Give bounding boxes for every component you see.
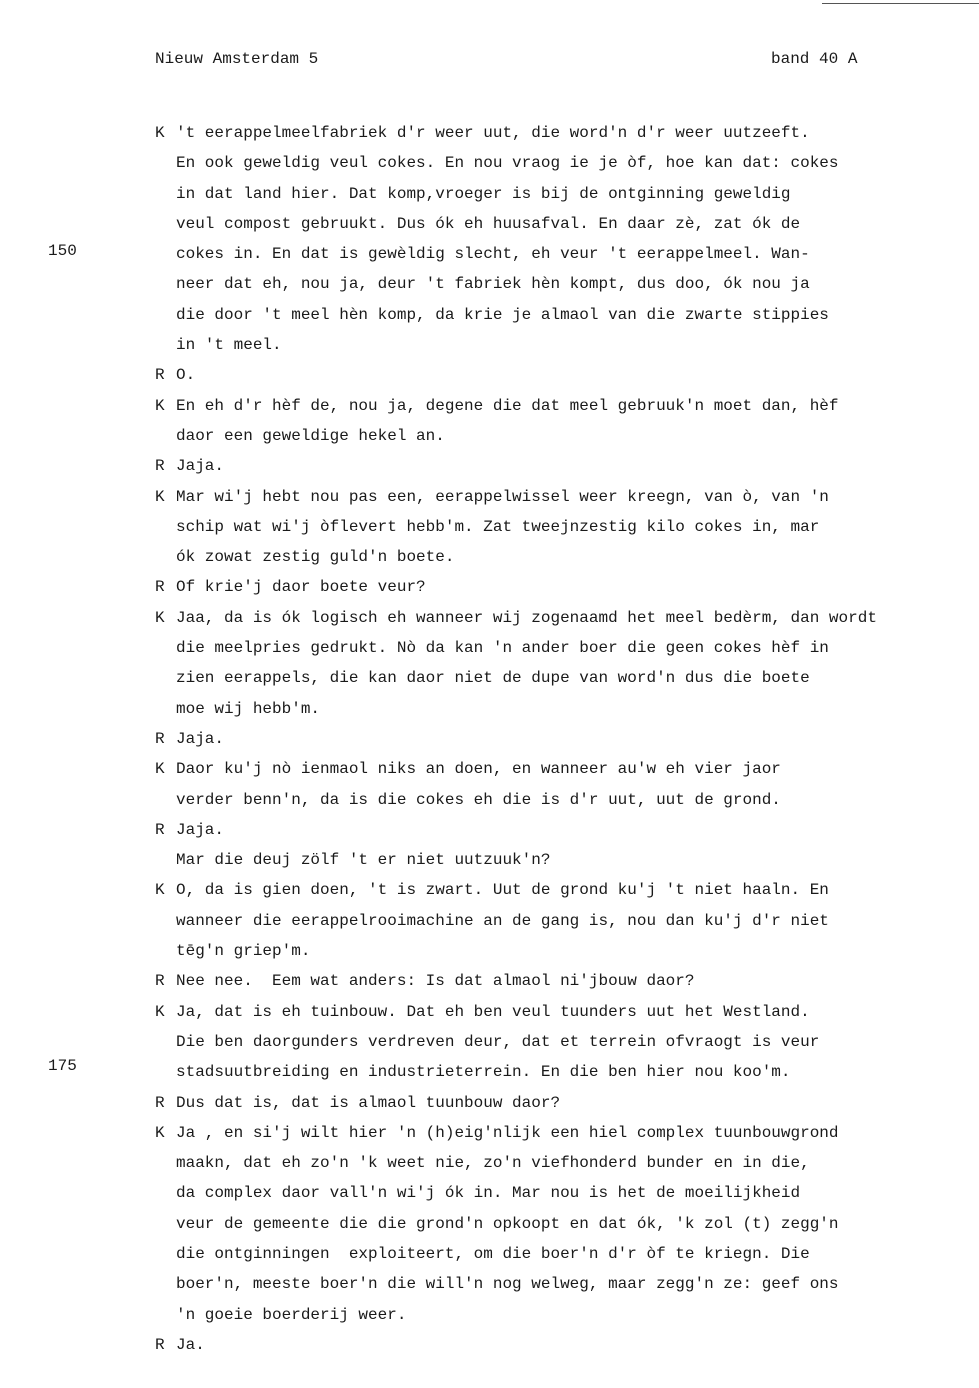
speaker-turn (155, 815, 970, 876)
transcript-line: Nee nee. Eem wat anders: Is dat almaol ni'jbouw daor? (176, 972, 695, 991)
transcript-line: Die ben daorgunders verdreven deur, dat et terrein ofvraogt is veur (176, 1032, 820, 1051)
header-title: Nieuw Amsterdam 5 (155, 50, 319, 68)
transcript-line: Jaja. (176, 729, 225, 748)
speaker-label: R (155, 972, 165, 991)
transcript-line: O, da is gien doen, 't is zwart. Uut de grond ku'j 't niet haaln. En (176, 881, 829, 900)
speaker-turn (155, 1118, 970, 1330)
transcript-line: die ontginningen exploiteert, om die boer'n d'r òf te kriegn. Die (176, 1244, 810, 1263)
transcript-line: veur de gemeente die die grond'n opkoopt en dat ók, 'k zol (t) zegg'n (176, 1214, 839, 1233)
transcript-line: veul compost gebruukt. Dus ók eh huusafval. En daar zè, zat ók de (176, 214, 801, 233)
transcript-line: verder benn'n, da is die cokes eh die is d'r uut, uut de grond. (176, 790, 781, 809)
speaker-turn (155, 724, 970, 754)
speaker-label: R (155, 578, 165, 597)
transcript-line: En ook geweldig veul cokes. En nou vraog ie je òf, hoe kan dat: cokes (176, 154, 839, 173)
transcript-line: wanneer die eerappelrooimachine an de gang is, nou dan ku'j d'r niet (176, 911, 829, 930)
speaker-turn (155, 966, 970, 996)
transcript-line: boer'n, meeste boer'n die will'n nog welweg, maar zegg'n ze: geef ons (176, 1275, 839, 1294)
speaker-turn (155, 875, 970, 966)
transcript-line: Ja, dat is eh tuinbouw. Dat eh ben veul tuunders uut het Westland. (176, 1002, 810, 1021)
transcript-line: in 't meel. (176, 336, 282, 355)
transcript-line: tēg'n griep'm. (176, 942, 311, 961)
transcript-line: in dat land hier. Dat komp,vroeger is bij de ontginning geweldig (176, 184, 791, 203)
margin-line-number: 150 (48, 242, 77, 260)
transcript-line: cokes in. En dat is gewèldig slecht, eh veur 't eerappelmeel. Wan- (176, 245, 810, 264)
header-tape: band 40 A (771, 50, 858, 68)
speaker-label: R (155, 820, 165, 839)
speaker-turn (155, 391, 970, 452)
transcript-line: schip wat wi'j òflevert hebb'm. Zat tweejnzestig kilo cokes in, mar (176, 517, 820, 536)
transcript-line: Ja , en si'j wilt hier 'n (h)eig'nlijk een hiel complex tuunbouwgrond (176, 1123, 839, 1142)
transcript-line: Dus dat is, dat is almaol tuunbouw daor? (176, 1093, 561, 1112)
speaker-turn (155, 451, 970, 481)
speaker-turn (155, 754, 970, 815)
speaker-turn (155, 482, 970, 573)
transcript-line: 't eerappelmeelfabriek d'r weer uut, die word'n d'r weer uutzeeft. (176, 124, 810, 142)
transcript-line: die meelpries gedrukt. Nò da kan 'n ander boer die geen cokes hèf in (176, 639, 829, 658)
speaker-turn (155, 118, 970, 360)
speaker-label: K (155, 487, 165, 506)
transcript-body (155, 118, 970, 1360)
speaker-label: K (155, 1123, 165, 1142)
speaker-label: K (155, 608, 165, 627)
transcript-line: En eh d'r hèf de, nou ja, degene die dat meel gebruuk'n moet dan, hèf (176, 396, 839, 415)
transcript-line: Mar die deuj zölf 't er niet uutzuuk'n? (176, 851, 551, 870)
speaker-turn (155, 1330, 970, 1360)
transcript-line: 'n goeie boerderij weer. (176, 1305, 407, 1324)
transcript-line: neer dat eh, nou ja, deur 't fabriek hèn kompt, dus doo, ók nou ja (176, 275, 810, 294)
speaker-turn (155, 572, 970, 602)
transcript-line: daor een geweldige hekel an. (176, 426, 445, 445)
transcript-line: zien eerappels, die kan daor niet de dupe van word'n dus die boete (176, 669, 810, 688)
transcript-line: stadsuutbreiding en industrieterrein. En die ben hier nou koo'm. (176, 1063, 791, 1082)
transcript-line: Jaja. (176, 457, 225, 476)
transcript-line: Jaja. (176, 820, 225, 839)
margin-line-number: 175 (48, 1057, 77, 1075)
speaker-label: K (155, 1002, 165, 1021)
transcript-line: O. (176, 366, 196, 385)
speaker-label: R (155, 457, 165, 476)
speaker-turn (155, 1088, 970, 1118)
speaker-label: R (155, 729, 165, 748)
transcript-line: da complex daor vall'n wi'j ók in. Mar nou is het de moeilijkheid (176, 1184, 801, 1203)
transcript-line: Jaa, da is ók logisch eh wanneer wij zogenaamd het meel bedèrm, dan wordt (176, 608, 877, 627)
speaker-label: R (155, 1093, 165, 1112)
speaker-turn (155, 360, 970, 390)
transcript-line: moe wij hebb'm. (176, 699, 321, 718)
transcript-line: die door 't meel hèn komp, da krie je almaol van die zwarte stippies (176, 305, 829, 324)
transcript-line: maakn, dat eh zo'n 'k weet nie, zo'n viefhonderd bunder en in die, (176, 1154, 810, 1173)
transcript-line: Ja. (176, 1335, 205, 1354)
transcript-line: Mar wi'j hebt nou pas een, eerappelwissel weer kreegn, van ò, van 'n (176, 487, 829, 506)
speaker-turn (155, 997, 970, 1088)
speaker-label: R (155, 366, 165, 385)
speaker-label: K (155, 396, 165, 415)
speaker-label: K (155, 124, 165, 142)
top-rule (822, 3, 979, 4)
speaker-label: K (155, 760, 165, 779)
transcript-line: Daor ku'j nò ienmaol niks an doen, en wanneer au'w eh vier jaor (176, 760, 781, 779)
transcript-line: Of krie'j daor boete veur? (176, 578, 426, 597)
speaker-label: R (155, 1335, 165, 1354)
transcript-line: ók zowat zestig guld'n boete. (176, 548, 455, 567)
speaker-turn (155, 603, 970, 724)
speaker-label: K (155, 881, 165, 900)
